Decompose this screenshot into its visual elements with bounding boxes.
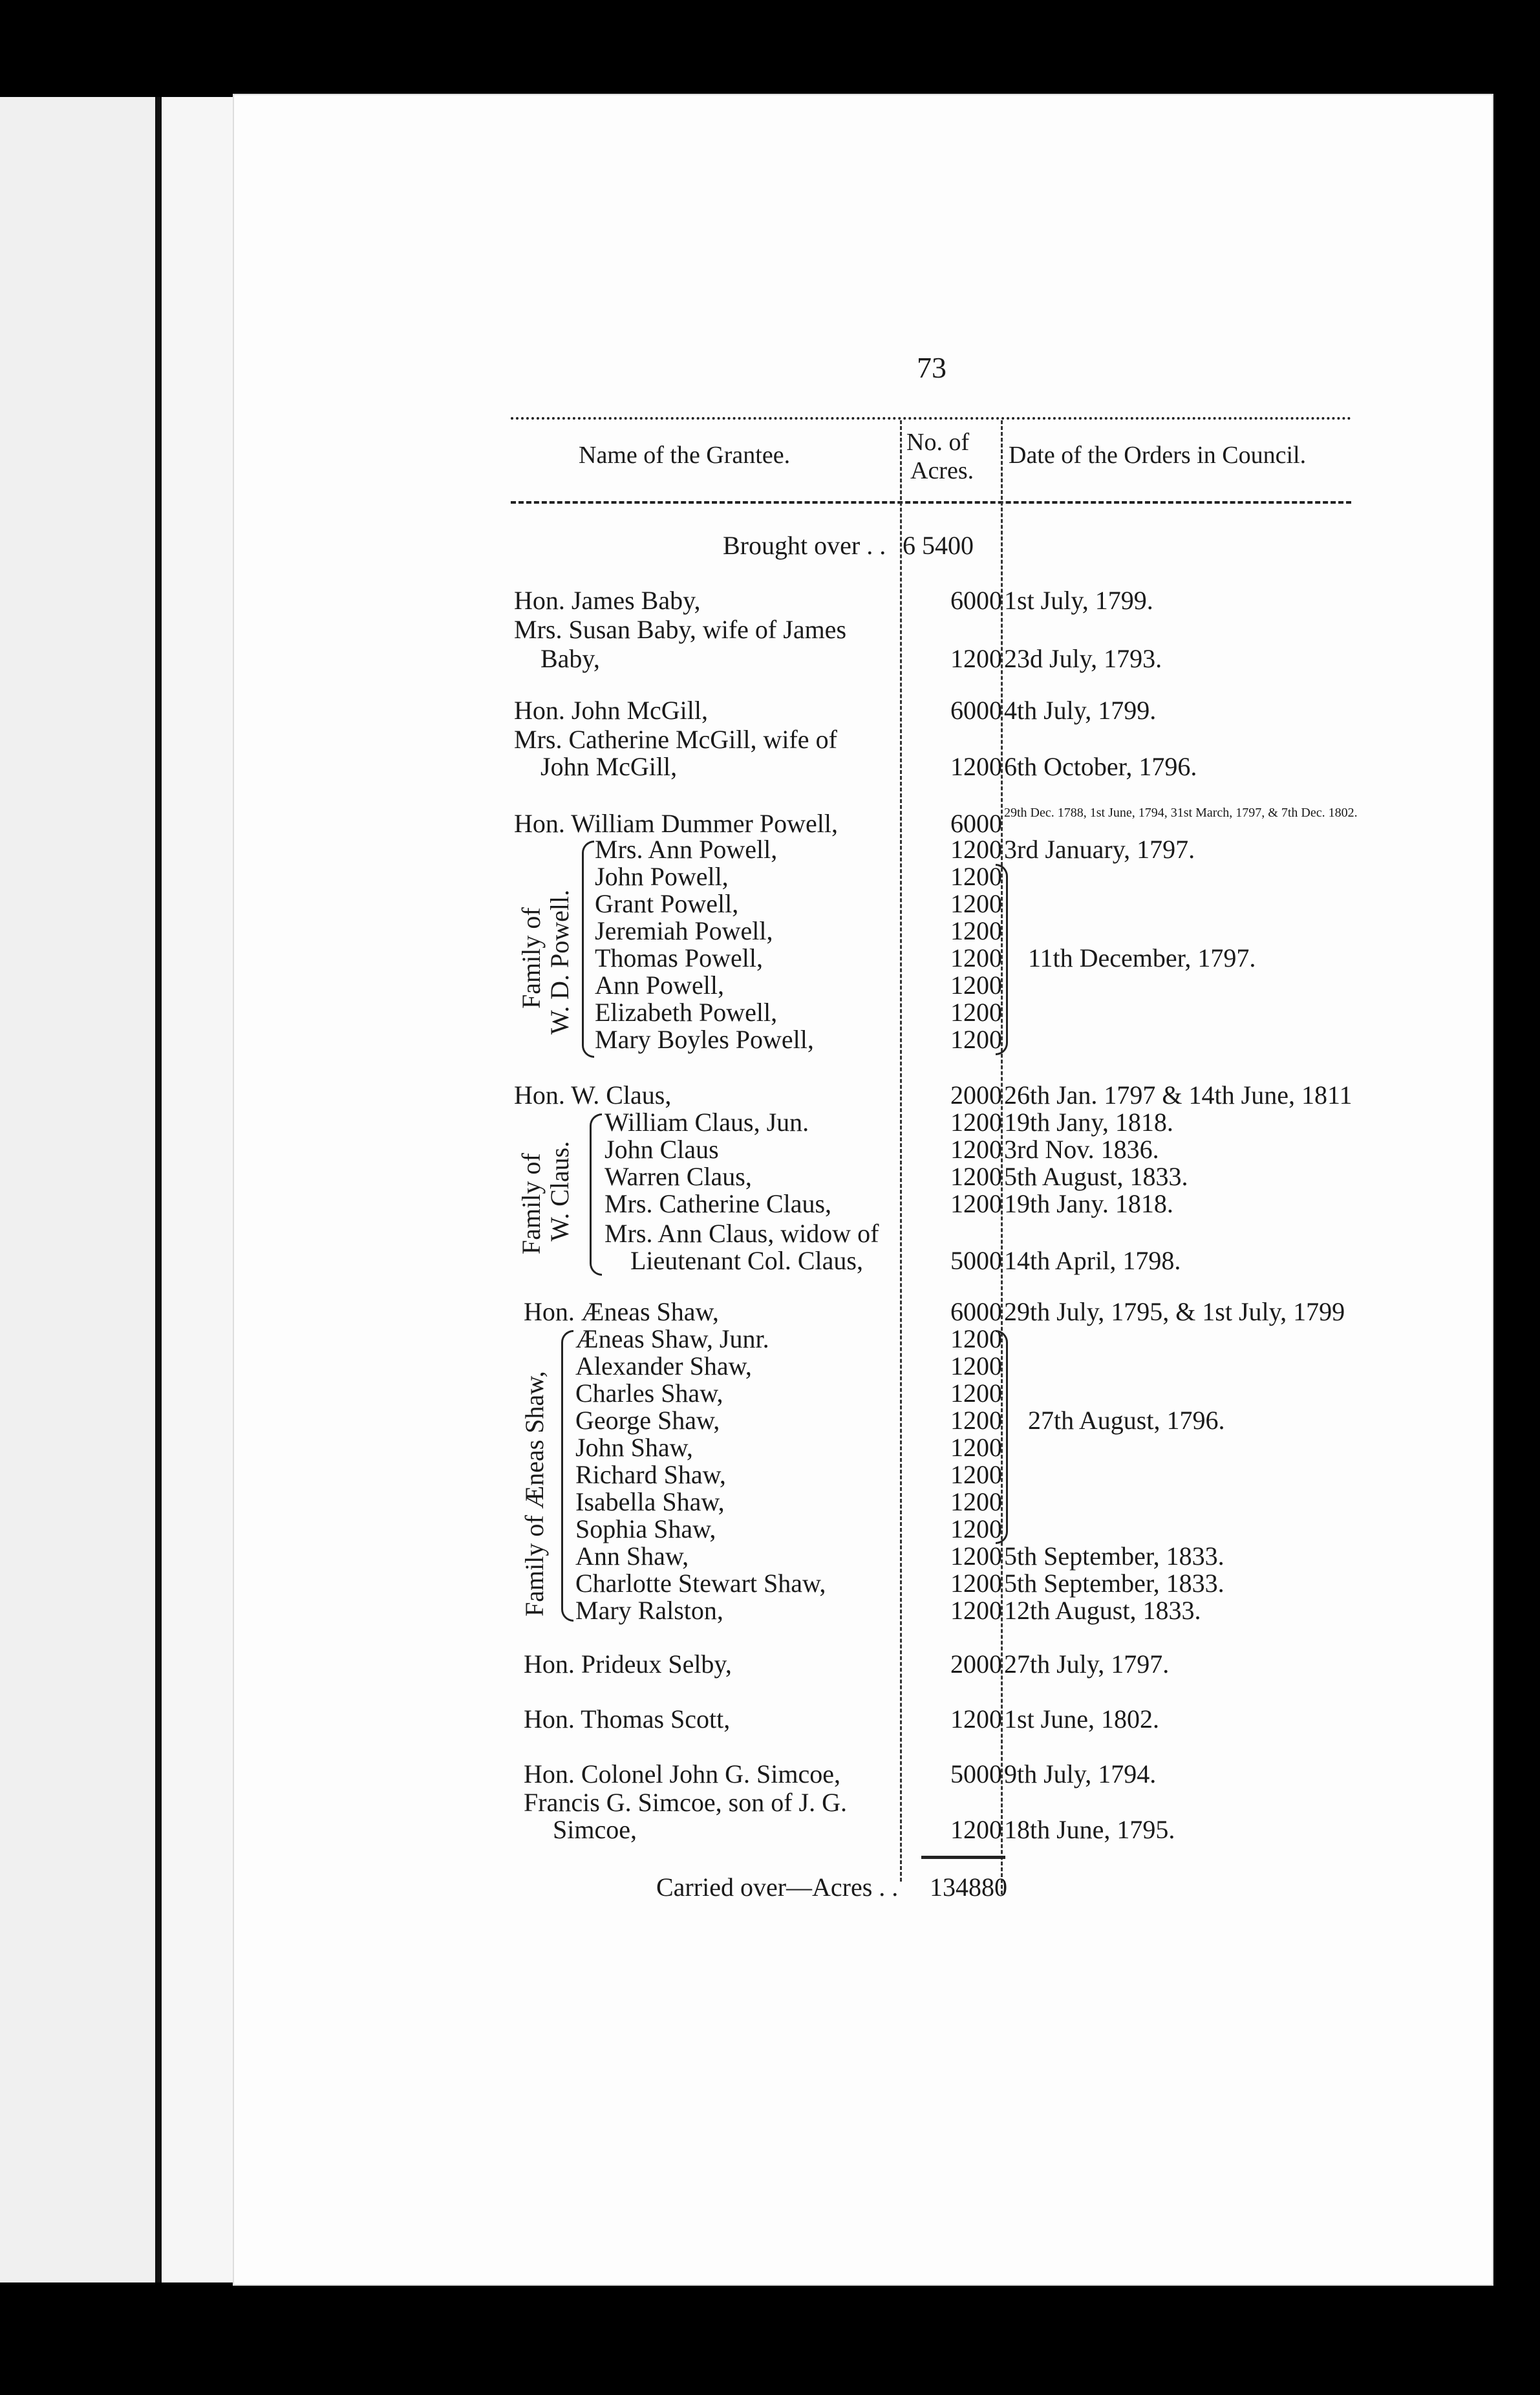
table-row: Hon. James Baby, 6000 1st July, 1799.	[514, 586, 1153, 615]
table-row: Hon. Prideux Selby, 2000 27th July, 1797.	[524, 1649, 1170, 1679]
table-row: Francis G. Simcoe, son of J. G.	[524, 1788, 847, 1817]
table-row: John Claus 1200 3rd Nov. 1836.	[604, 1135, 1159, 1164]
table-row: Mrs. Catherine McGill, wife of	[514, 725, 837, 754]
table-row: Mary Boyles Powell, 1200	[595, 1025, 1002, 1054]
table-row: Jeremiah Powell, 1200	[595, 916, 1002, 945]
table-row: Thomas Powell, 1200 11th December, 1797.	[595, 943, 1256, 972]
table-row: Hon. John McGill, 6000 4th July, 1799.	[514, 696, 1157, 725]
table-row: Hon. Colonel John G. Simcoe, 5000 9th July, 1794.	[524, 1759, 1157, 1788]
table-row: Hon. W. Claus, 2000 26th Jan. 1797 & 14th June, 1811	[514, 1080, 1353, 1110]
table-row: Hon. Æneas Shaw, 6000 29th July, 1795, & 1st July, 1799	[524, 1297, 1345, 1326]
header-acres-1: No. of	[906, 429, 970, 456]
shaw-right-brace	[996, 1330, 1008, 1544]
table-row: Ann Powell, 1200	[595, 971, 1002, 1000]
family-label-powell-2: W. D. Powell.	[545, 889, 574, 1035]
table-row: Elizabeth Powell, 1200	[595, 998, 1002, 1027]
table-row: Æneas Shaw, Junr. 1200	[575, 1324, 1002, 1353]
family-label-shaw: Family of Æneas Shaw,	[520, 1371, 549, 1616]
table-row: Alexander Shaw, 1200	[575, 1351, 1002, 1380]
table-row: Simcoe, 1200 18th June, 1795.	[553, 1815, 1175, 1844]
header-name: Name of the Grantee.	[579, 442, 791, 469]
table-row: William Claus, Jun. 1200 19th Jany, 1818.	[604, 1108, 1173, 1137]
top-rule	[511, 417, 1351, 420]
table-row: John Shaw, 1200	[575, 1433, 1002, 1462]
powell-right-brace	[996, 864, 1008, 1055]
table-row: Charles Shaw, 1200	[575, 1379, 1002, 1408]
family-label-claus-1: Family of	[517, 1153, 546, 1254]
table-row: Hon. Thomas Scott, 1200 1st June, 1802.	[524, 1704, 1159, 1734]
header-date: Date of the Orders in Council.	[1009, 442, 1307, 469]
table-row: Mary Ralston, 1200 12th August, 1833.	[575, 1596, 1201, 1625]
table-row: Grant Powell, 1200	[595, 889, 1002, 918]
table-row: Baby, 1200 23d July, 1793.	[540, 644, 1162, 673]
table-row: Sophia Shaw, 1200	[575, 1514, 1002, 1543]
carried-over-value: 134880	[930, 1873, 1007, 1902]
table-row: John McGill, 1200 6th October, 1796.	[540, 752, 1197, 781]
table-row: Lieutenant Col. Claus, 5000 14th April, 1798.	[630, 1246, 1181, 1275]
total-rule	[921, 1856, 1005, 1859]
carried-over-row	[0, 1872, 1540, 1900]
header-acres-2: Acres.	[910, 457, 974, 484]
brought-over-value: 6 5400	[903, 531, 974, 560]
table-row: Mrs. Ann Claus, widow of	[604, 1219, 879, 1248]
family-label-powell-1: Family of	[517, 907, 546, 1009]
header-rule	[511, 501, 1351, 504]
table-row: Mrs. Ann Powell, 1200 3rd January, 1797.	[595, 835, 1195, 864]
powell-left-brace	[582, 841, 594, 1058]
family-label-claus-2: W. Claus.	[545, 1141, 574, 1241]
table-row: Hon. William Dummer Powell, 6000 29th Dec. 1788, 1st June, 1794, 31st March, 1797, & 7th Dec. 1802.	[514, 806, 1358, 838]
table-row: Ann Shaw, 1200 5th September, 1833.	[575, 1541, 1225, 1571]
table-row: Richard Shaw, 1200	[575, 1460, 1002, 1489]
table-row: Charlotte Stewart Shaw, 1200 5th September, 1833.	[575, 1569, 1225, 1598]
table-row: Isabella Shaw, 1200	[575, 1487, 1002, 1516]
claus-left-brace	[590, 1113, 602, 1276]
table-row: George Shaw, 1200 27th August, 1796.	[575, 1406, 1225, 1435]
table-row: John Powell, 1200	[595, 862, 1002, 891]
table-row: Mrs. Susan Baby, wife of James	[514, 615, 847, 644]
brought-over-label: Brought over . .	[723, 531, 886, 560]
page-number: 73	[917, 351, 946, 384]
brought-over-row	[0, 530, 1540, 559]
table-row: Mrs. Catherine Claus, 1200 19th Jany. 1818.	[604, 1189, 1173, 1218]
table-row: Warren Claus, 1200 5th August, 1833.	[604, 1162, 1188, 1191]
shaw-left-brace	[561, 1330, 573, 1622]
carried-over-label: Carried over—Acres . .	[656, 1873, 899, 1902]
